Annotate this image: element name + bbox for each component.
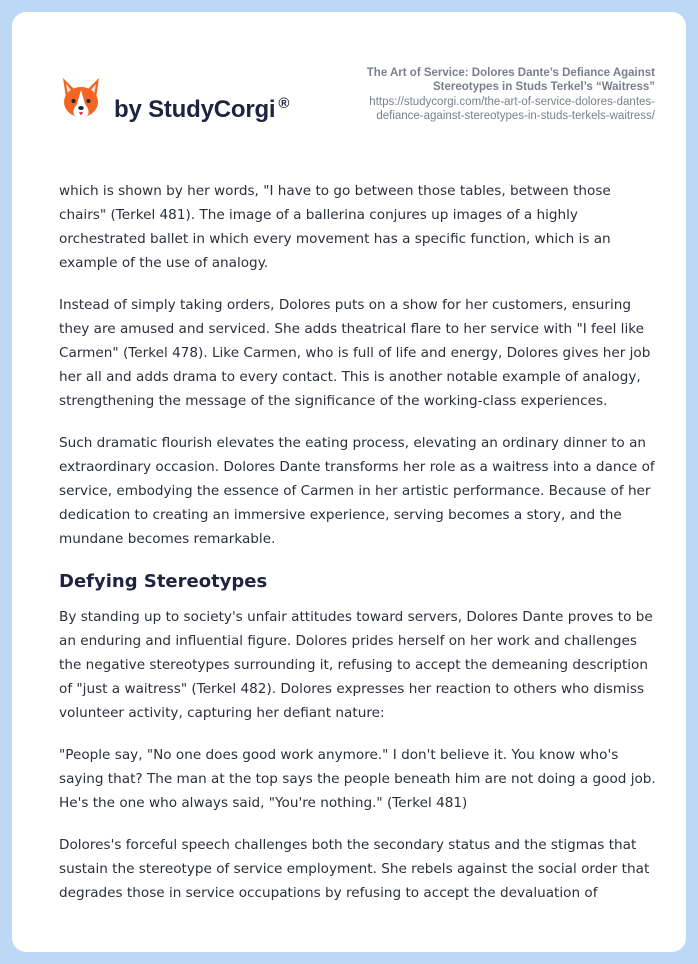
registered-mark: ® bbox=[278, 95, 290, 112]
brand-name[interactable] bbox=[114, 95, 289, 124]
paragraph: Instead of simply taking orders, Dolores puts on a show for her customers, ensuring they are amused and serviced. She adds theatrical flare to her service with "I feel like Carmen" (Terkel 478). Like Carmen, who is full of life and energy, Dolores gives her job her all and adds drama to every contact. This is another notable example of analogy, strengthening the message of the significance of the working-class experiences. bbox=[59, 297, 651, 409]
document-page bbox=[12, 12, 686, 952]
paragraph: Dolores's forceful speech challenges both the secondary status and the stigmas that sustain the stereotype of service employment. She rebels against the social order that degrades those in service occupations by refusing to accept the devaluation of bbox=[59, 837, 650, 901]
block-quote: "People say, "No one does good work anymore." I don't believe it. You know who's saying that? The man at the top says the people beneath him are not doing a good job. He's the one who always said, "You're nothing." (Terkel 481) bbox=[59, 747, 656, 811]
document-url[interactable]: https://studycorgi.com/the-art-of-service-dolores-dantes-defiance-against-stereotypes-in-studs-terkels-waitress/ bbox=[369, 96, 655, 122]
logo[interactable] bbox=[60, 76, 102, 122]
document-meta bbox=[325, 66, 655, 123]
article-body bbox=[59, 179, 659, 923]
brand-text: by StudyCorgi bbox=[114, 96, 276, 123]
paragraph: Such dramatic flourish elevates the eating process, elevating an ordinary dinner to an extraordinary occasion. Dolores Dante transforms her role as a waitress into a dance of service, embodying the essence of Carmen in her artistic performance. Because of her dedication to creating an immersive experience, serving becomes a story, and the mundane becomes remarkable. bbox=[59, 435, 655, 547]
corgi-logo-icon bbox=[60, 76, 102, 122]
section-heading: Defying Stereotypes bbox=[59, 571, 268, 592]
paragraph: which is shown by her words, "I have to go between those tables, between those chairs" (Terkel 481). The image of a ballerina conjures up images of a highly orchestrated ballet in which every movement has a specific function, which is an example of the use of analogy. bbox=[59, 183, 611, 271]
document-title: The Art of Service: Dolores Dante’s Defiance Against Stereotypes in Studs Terkel’s “Waitress” bbox=[366, 67, 655, 93]
paragraph: By standing up to society's unfair attitudes toward servers, Dolores Dante proves to be an enduring and influential figure. Dolores prides herself on her work and challenges the negative stereotypes surrounding it, refusing to accept the demeaning description of "just a waitress" (Terkel 482). Dolores expresses her reaction to others who dismiss volunteer activity, capturing her defiant nature: bbox=[59, 609, 653, 721]
